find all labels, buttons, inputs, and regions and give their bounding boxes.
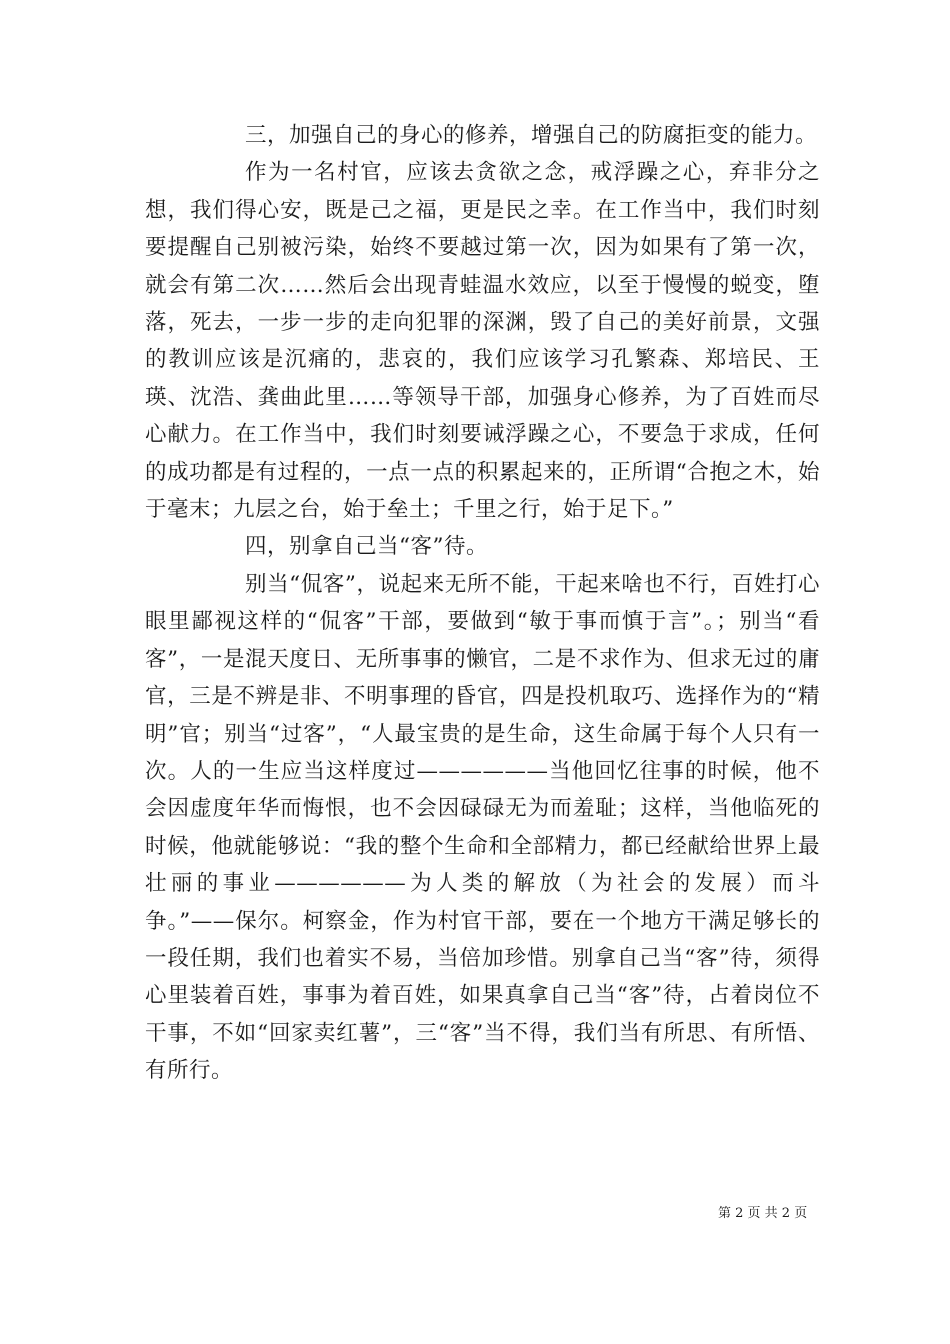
section-heading-3: 三，加强自己的身心的修养，增强自己的防腐拒变的能力。 [245, 123, 818, 148]
document-body [145, 117, 820, 1090]
section-paragraph-4: 别当“侃客”，说起来无所不能，干起来啥也不行，百姓打心眼里鄙视这样的“侃客”干部，要做到“敏于事而慎于言”。；别当“看客”，一是混天度日、无所事事的懒官，二是不求作为、但求无过的庸官，三是不辨是非、不明事理的昏官，四是投机取巧、选择作为的“精明”官；别当“过客”，“人最宝贵的是生命，这生命属于每个人只有一次。人的一生应当这样度过——————当他回忆往事的时候，他不会因虚度年华而悔恨，也不会因碌碌无为而羞耻；这样，当他临死的时候，他就能够说：“我的整个生命和全部精力，都已经献给世界上最壮丽的事业——————为人类的解放（为社会的发展）而斗争。”——保尔。柯察金，作为村官干部，要在一个地方干满足够长的一段任期，我们也着实不易，当倍加珍惜。别拿自己当“客”待，须得心里装着百姓，事事为着百姓，如果真拿自己当“客”待，占着岗位不干事，不如“回家卖红薯”，三“客”当不得，我们当有所思、有所悟、有所行。 [145, 571, 820, 1084]
section-paragraph-3: 作为一名村官，应该去贪欲之念，戒浮躁之心，弃非分之想，我们得心安，既是己之福，更是民之幸。在工作当中，我们时刻要提醒自己别被污染，始终不要越过第一次，因为如果有了第一次，就会有第二次……然后会出现青蛙温水效应，以至于慢慢的蜕变，堕落，死去，一步一步的走向犯罪的深渊，毁了自己的美好前景，文强的教训应该是沉痛的，悲哀的，我们应该学习孔繁森、郑培民、王瑛、沈浩、龚曲此里……等领导干部，加强身心修养，为了百姓而尽心献力。在工作当中，我们时刻要诫浮躁之心，不要急于求成，任何的成功都是有过程的，一点一点的积累起来的，正所谓“合抱之木，始于毫末；九层之台，始于垒土；千里之行，始于足下。” [145, 160, 820, 523]
page-number-footer: 第 2 页 共 2 页 [718, 1206, 808, 1221]
section-heading-4: 四，别拿自己当“客”待。 [245, 534, 488, 560]
